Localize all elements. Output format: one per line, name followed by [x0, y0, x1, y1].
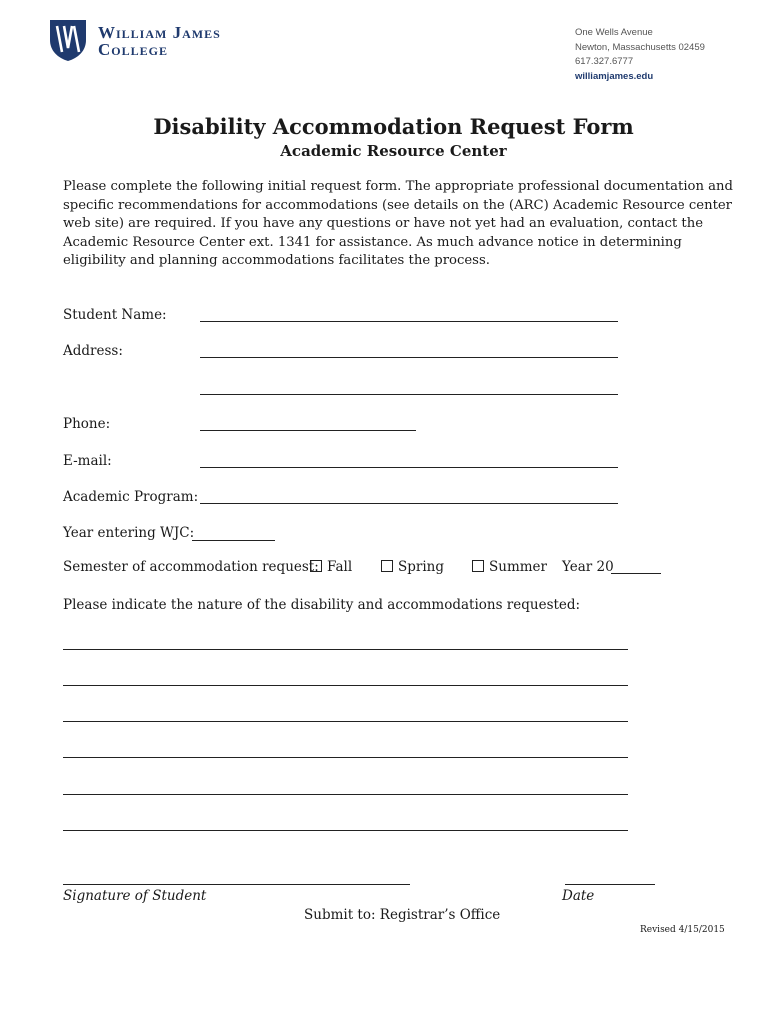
- spring-checkbox[interactable]: [381, 560, 393, 572]
- semester-option-fall[interactable]: [310, 559, 352, 575]
- nature-field-line-6[interactable]: [63, 830, 628, 831]
- year-label: Year 20: [562, 559, 614, 575]
- date-label: Date: [562, 888, 595, 904]
- nature-prompt: Please indicate the nature of the disability and accommodations requested:: [63, 597, 581, 613]
- college-address: [575, 26, 705, 84]
- submit-to-text: Submit to: Registrar’s Office: [304, 907, 501, 923]
- fall-checkbox[interactable]: [310, 560, 322, 572]
- date-field[interactable]: [565, 884, 655, 885]
- address-street: One Wells Avenue: [575, 27, 653, 38]
- student-name-field[interactable]: [200, 321, 618, 322]
- email-field[interactable]: [200, 467, 618, 468]
- college-name-line2: College: [98, 40, 168, 59]
- year-entering-field[interactable]: [192, 540, 275, 541]
- signature-field[interactable]: [63, 884, 410, 885]
- year-entering-label: Year entering WJC:: [63, 525, 195, 541]
- signature-label: Signature of Student: [63, 888, 207, 904]
- fall-label: Fall: [327, 559, 353, 575]
- semester-label: Semester of accommodation request:: [63, 559, 319, 575]
- college-name-line1: William James: [98, 23, 221, 42]
- address-phone: 617.327.6777: [575, 56, 634, 67]
- nature-field-line-1[interactable]: [63, 649, 628, 650]
- semester-option-summer[interactable]: [472, 559, 547, 575]
- spring-label: Spring: [398, 559, 444, 575]
- student-name-label: Student Name:: [63, 307, 167, 323]
- academic-program-field[interactable]: [200, 503, 618, 504]
- address-city: Newton, Massachusetts 02459: [575, 41, 705, 53]
- form-subtitle: Academic Resource Center: [280, 142, 507, 160]
- revised-date: Revised 4/15/2015: [640, 925, 725, 935]
- year-field[interactable]: [611, 573, 661, 574]
- phone-label: Phone:: [63, 416, 111, 432]
- nature-field-line-2[interactable]: [63, 685, 628, 686]
- semester-option-spring[interactable]: [381, 559, 444, 575]
- wjc-shield-logo-icon: [48, 18, 88, 62]
- academic-program-label: Academic Program:: [63, 489, 199, 505]
- phone-field[interactable]: [200, 430, 416, 431]
- summer-checkbox[interactable]: [472, 560, 484, 572]
- college-website-link[interactable]: williamjames.edu: [575, 70, 654, 82]
- address-field-line2[interactable]: [200, 394, 618, 395]
- nature-field-line-3[interactable]: [63, 721, 628, 722]
- email-label: E-mail:: [63, 453, 112, 469]
- intro-paragraph: Please complete the following initial request form. The appropriate professional documentation and specific recommendations for accommodations (see details on the (ARC) Academic Resource center web site) are required. If you have any questions or have not yet had an evaluation, contact the Academic Resource Center ext. 1341 for assistance. As much advance notice in determining eligibility and planning accommodations facilitates the process.: [63, 179, 733, 268]
- nature-field-line-4[interactable]: [63, 757, 628, 758]
- address-field-line1[interactable]: [200, 357, 618, 358]
- summer-label: Summer: [489, 559, 547, 575]
- form-title: Disability Accommodation Request Form: [153, 114, 634, 139]
- nature-field-line-5[interactable]: [63, 794, 628, 795]
- college-name: [98, 24, 221, 58]
- address-label: Address:: [63, 343, 123, 359]
